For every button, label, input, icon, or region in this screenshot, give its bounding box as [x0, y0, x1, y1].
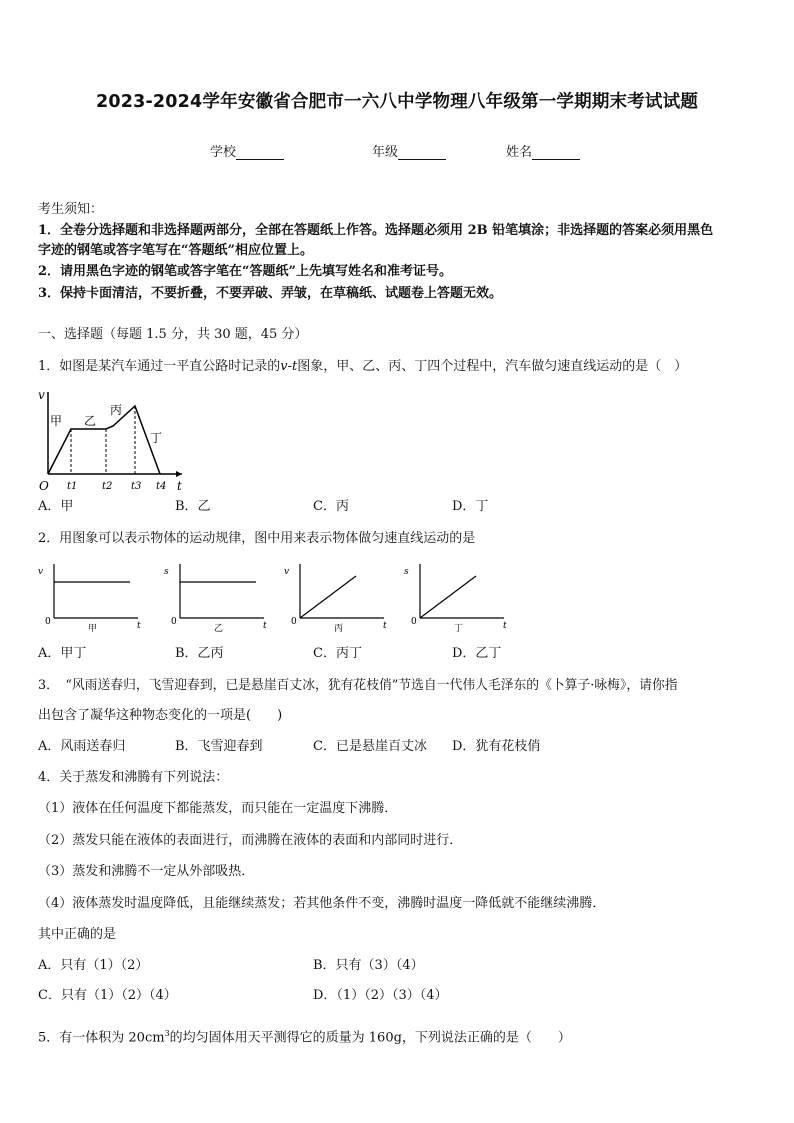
q2-graph-ding — [400, 562, 512, 634]
q1-option-d[interactable]: D．丁 — [452, 499, 489, 514]
notice-item-1: 1．全卷分选择题和非选择题两部分，全部在答题纸上作答。选择题必须用 2B 铅笔填涂；非选择题的答案必须用黑色 — [38, 223, 714, 238]
q2-jia-x: t — [137, 621, 141, 631]
q2-ding-o: 0 — [411, 617, 417, 627]
school-blank[interactable] — [236, 147, 284, 160]
notice-item-3: 3．保持卡面清洁，不要折叠，不要弄破、弄皱，在草稿纸、试题卷上答题无效。 — [38, 286, 503, 301]
q2-graph-yi — [160, 562, 272, 634]
q3-stem-line2: 出包含了凝华这种物态变化的一项是( ) — [38, 708, 283, 723]
q2-bing-line — [300, 576, 356, 618]
q3-stem-line1: 3． “风雨送春归，飞雪迎春到，已是悬崖百丈冰，犹有花枝俏”节选自一代伟人毛泽东的《卜算子·咏梅》，请你指 — [38, 678, 678, 693]
q1-stem — [38, 357, 687, 377]
q1-o-label: O — [39, 479, 49, 493]
q1-ding-label: 丁 — [150, 431, 163, 445]
q2-yi-y: s — [164, 567, 169, 577]
name-field[interactable] — [506, 141, 580, 160]
q3-option-a[interactable]: A．风雨送春归 — [38, 739, 126, 754]
q1-t2-label: t2 — [102, 481, 113, 492]
q1-option-c[interactable]: C．丙 — [313, 499, 349, 514]
grade-blank[interactable] — [398, 147, 446, 160]
q4-item-3: （3）蒸发和沸腾不一定从外部吸热． — [38, 864, 255, 879]
q2-ding-y: s — [404, 567, 409, 577]
q1-option-b[interactable]: B．乙 — [175, 499, 211, 514]
q1-stem-a: 1．如图是某汽车通过一平直公路时记录的 — [38, 359, 281, 374]
q4-item-4: （4）液体蒸发时温度降低，且能继续蒸发；若其他条件不变，沸腾时温度一降低就不能继续沸腾． — [38, 896, 606, 911]
q5-stem-b: 的均匀固体用天平测得它的质量为 160g，下列说法正确的是（ ） — [169, 1030, 571, 1046]
q1-t3-label: t3 — [131, 481, 142, 492]
q4-option-c[interactable]: C．只有（1）（2）（4） — [38, 988, 177, 1003]
q2-option-d[interactable]: D．乙丁 — [452, 646, 502, 661]
q2-ding-cap: 丁 — [454, 624, 464, 634]
q4-option-a[interactable]: A．只有（1）（2） — [38, 958, 149, 973]
q4-option-d[interactable]: D．（1）（2）（3）（4） — [313, 988, 448, 1003]
q2-bing-y: v — [284, 567, 290, 577]
q2-bing-x: t — [383, 621, 387, 631]
q2-yi-x: t — [263, 621, 267, 631]
q1-jia-label: 甲 — [50, 414, 63, 428]
school-label: 学校 — [210, 145, 237, 160]
q2-yi-o: 0 — [171, 617, 177, 627]
q5-stem — [38, 1024, 571, 1048]
q4-tail: 其中正确的是 — [38, 927, 117, 942]
q2-graph-jia — [34, 562, 146, 634]
page-title: 2023-2024学年安徽省合肥市一六八中学物理八年级第一学期期末考试试题 — [95, 92, 699, 112]
q1-t1-label: t1 — [67, 481, 78, 492]
q2-jia-o: 0 — [45, 617, 51, 627]
q1-stem-vt: v-t — [280, 359, 298, 374]
q2-jia-y: v — [38, 567, 44, 577]
q3-option-b[interactable]: B．飞雪迎春到 — [175, 739, 263, 754]
q2-stem: 2．用图象可以表示物体的运动规律，图中用来表示物体做匀速直线运动的是 — [38, 531, 476, 546]
q2-ding-x: t — [503, 621, 507, 631]
q1-v-label: v — [38, 388, 45, 402]
notice-heading: 考生须知： — [38, 202, 104, 217]
q4-option-b[interactable]: B．只有（3）（4） — [313, 958, 424, 973]
q2-bing-o: 0 — [291, 617, 297, 627]
q2-option-c[interactable]: C．丙丁 — [313, 646, 362, 661]
q2-bing-cap: 丙 — [334, 624, 344, 634]
q3-option-d[interactable]: D．犹有花枝俏 — [452, 739, 541, 754]
name-label: 姓名 — [506, 145, 533, 160]
q5-stem-a: 5．有一体积为 20cm — [38, 1030, 165, 1046]
q5-sup: 3 — [164, 1029, 170, 1038]
name-blank[interactable] — [532, 147, 580, 160]
grade-label: 年级 — [372, 145, 399, 160]
q1-x-arrow — [176, 471, 182, 477]
q2-ding-line — [420, 576, 476, 618]
q1-vt-graph — [36, 386, 196, 494]
notice-item-1-cont: 字迹的钢笔或答字笔写在“答题纸”相应位置上。 — [38, 243, 313, 258]
q2-yi-cap: 乙 — [214, 624, 224, 634]
q3-option-c[interactable]: C．已是悬崖百丈冰 — [313, 739, 427, 754]
q2-option-a[interactable]: A．甲丁 — [38, 646, 87, 661]
q1-bing-label: 丙 — [110, 403, 123, 417]
school-field[interactable] — [210, 141, 284, 160]
q1-option-a[interactable]: A．甲 — [38, 499, 74, 514]
q1-t4-label: t4 — [156, 481, 167, 492]
q2-option-b[interactable]: B．乙丙 — [175, 646, 224, 661]
q4-item-1: （1）液体在任何温度下都能蒸发，而只能在一定温度下沸腾． — [38, 801, 398, 816]
grade-field[interactable] — [372, 141, 446, 160]
q4-stem: 4．关于蒸发和沸腾有下列说法： — [38, 770, 229, 785]
q1-yi-label: 乙 — [84, 414, 97, 428]
notice-item-2: 2．请用黑色字迹的钢笔或答字笔在“答题纸”上先填写姓名和准考证号。 — [38, 264, 453, 279]
q4-item-2: （2）蒸发只能在液体的表面进行，而沸腾在液体的表面和内部同时进行． — [38, 833, 463, 848]
q2-graph-bing — [280, 562, 392, 634]
q1-stem-b: 图象，甲、乙、丙、丁四个过程中，汽车做匀速直线运动的是（ ） — [297, 359, 688, 374]
student-info-line — [0, 141, 794, 161]
q2-jia-cap: 甲 — [88, 624, 98, 634]
q1-t-label: t — [177, 479, 182, 493]
section-heading: 一、选择题（每题 1.5 分，共 30 题，45 分） — [38, 327, 308, 342]
q1-vt-curve — [48, 406, 163, 474]
